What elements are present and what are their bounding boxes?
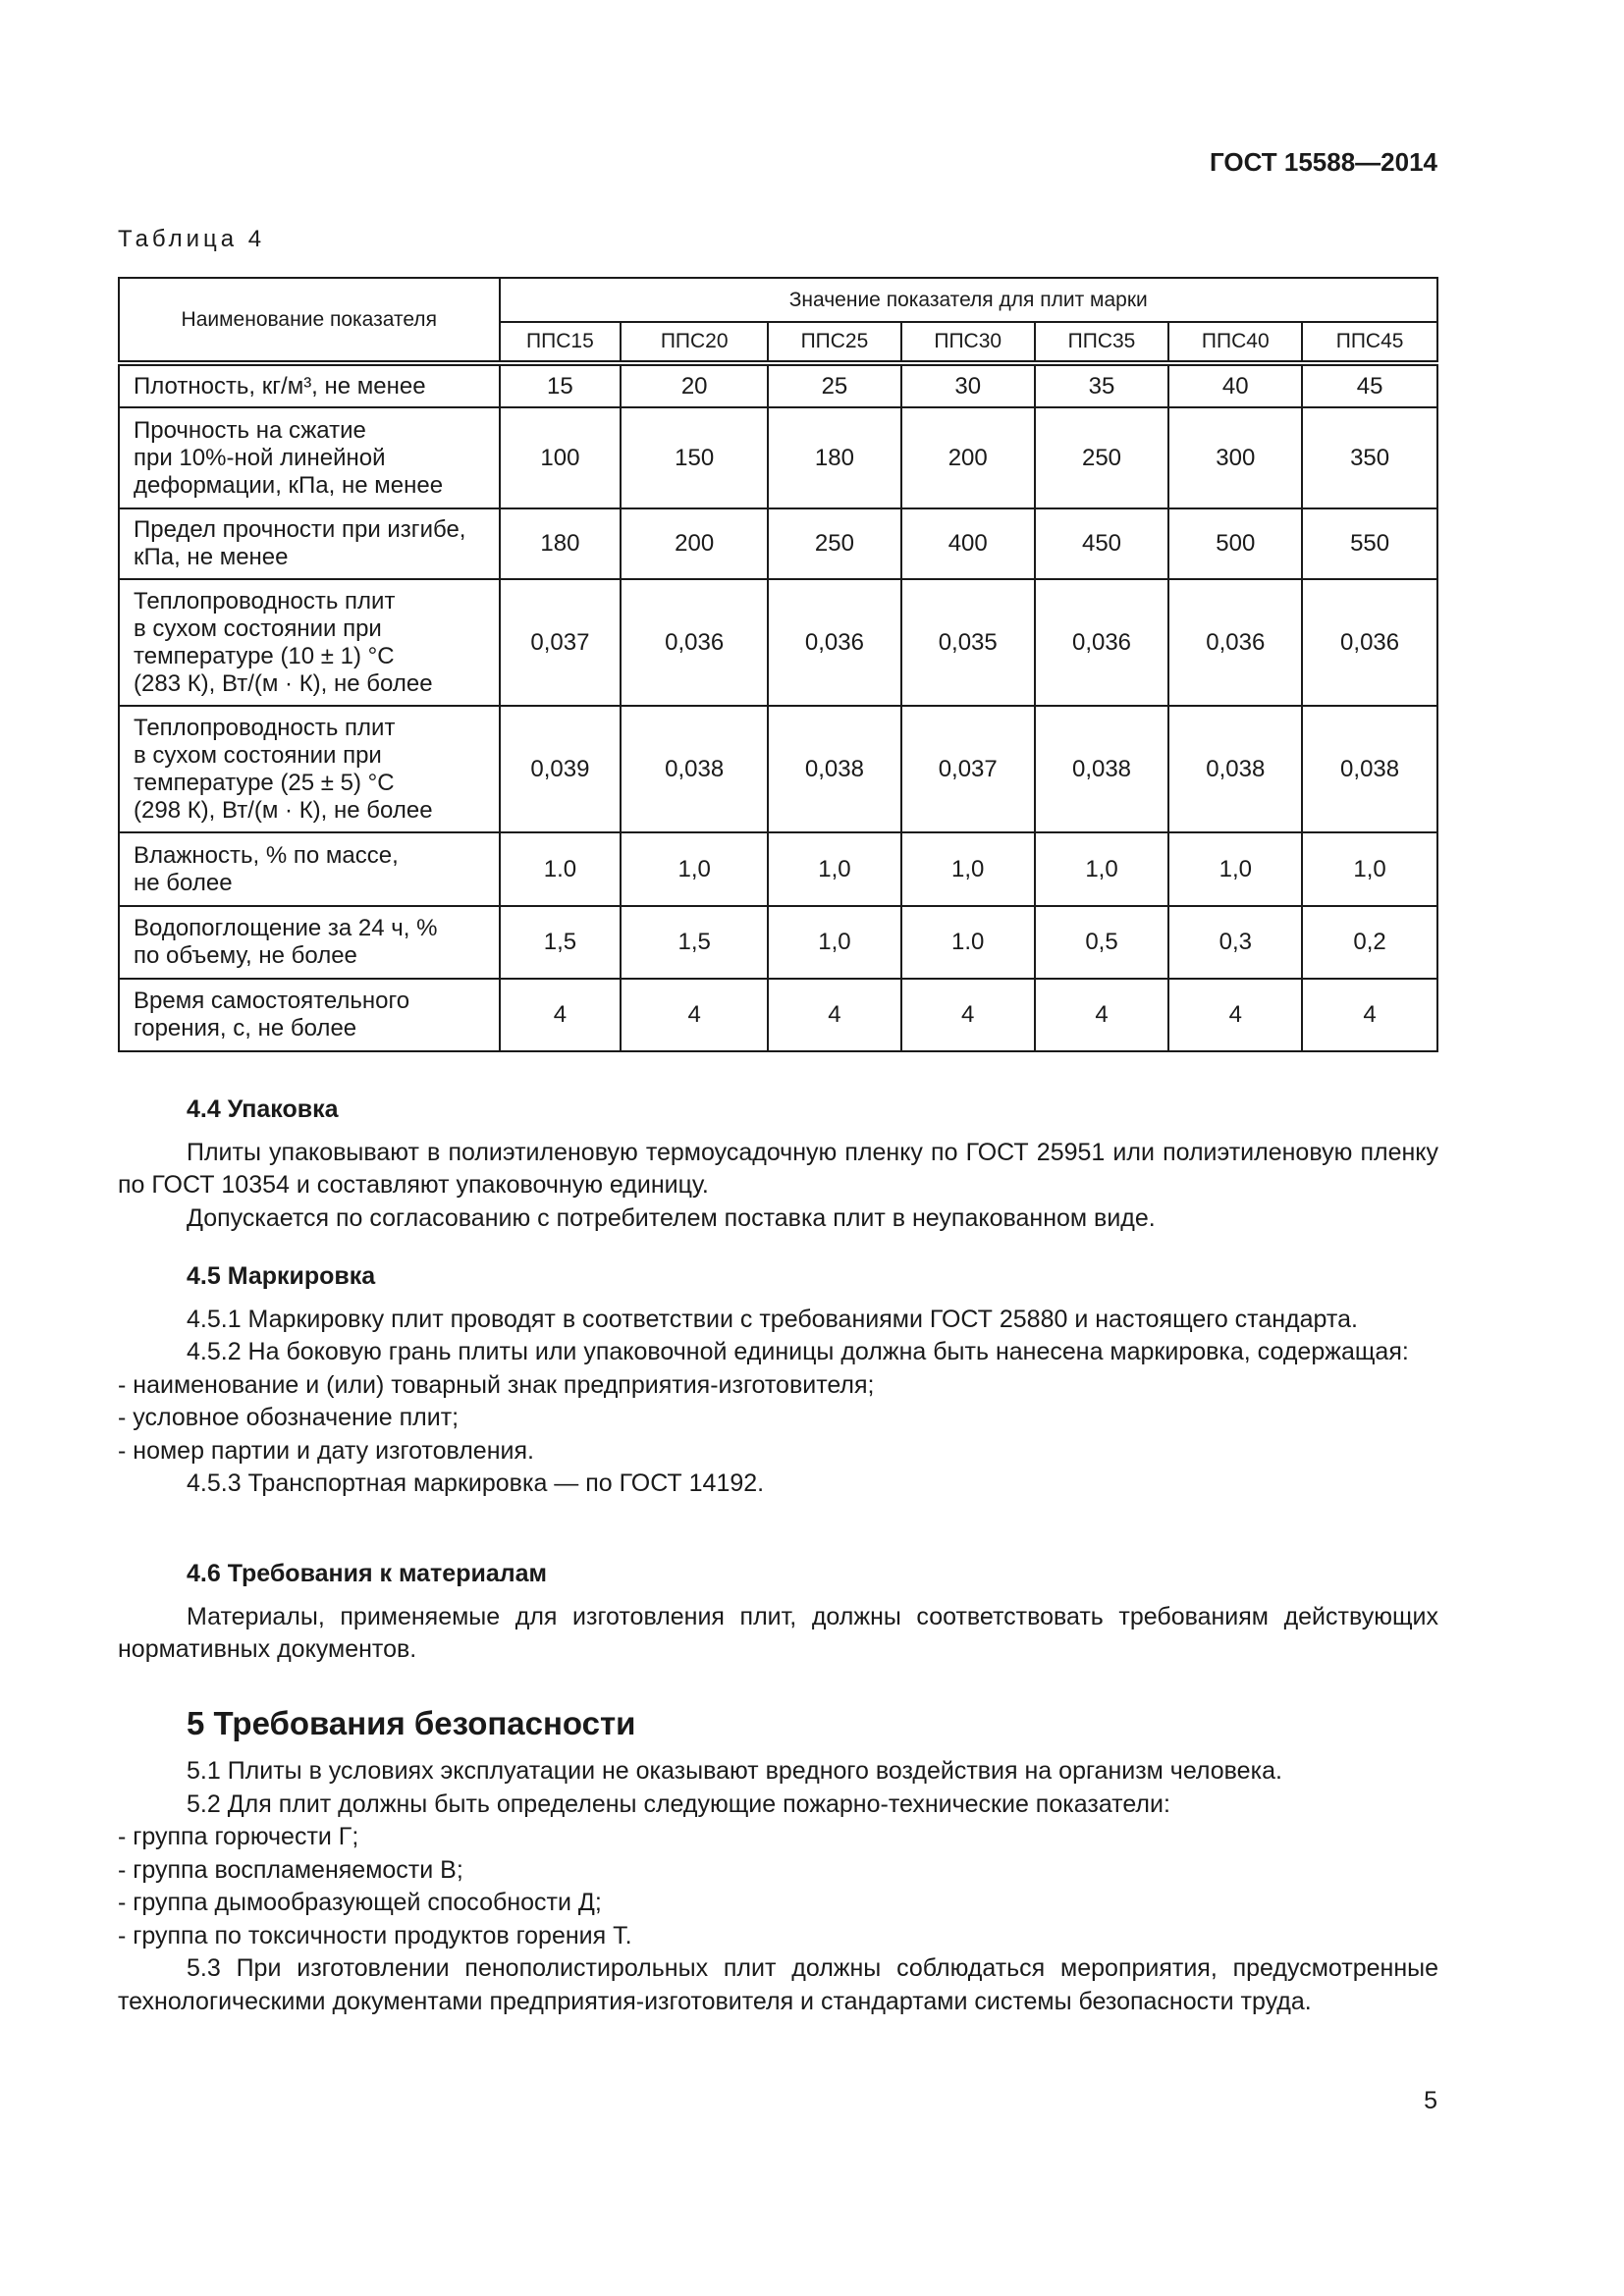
paragraph: Допускается по согласованию с потребителем поставка плит в неупакованном виде. bbox=[187, 1203, 1156, 1232]
row-name-line: температуре (10 ± 1) °С bbox=[134, 642, 395, 669]
value-cell: 15 bbox=[500, 363, 622, 407]
list-item: - группа воспламеняемости В; bbox=[118, 1855, 463, 1884]
value-cell: 550 bbox=[1302, 508, 1437, 579]
row-name bbox=[119, 407, 500, 508]
value-cell: 0,038 bbox=[621, 706, 768, 832]
row-name bbox=[119, 706, 500, 832]
value-cell: 0,038 bbox=[1302, 706, 1437, 832]
row-name-line: в сухом состоянии при bbox=[134, 614, 382, 642]
grade-header: ППС45 bbox=[1302, 322, 1437, 363]
section-4-5 bbox=[118, 1260, 1438, 1501]
row-name-line: не более bbox=[134, 869, 233, 896]
paragraph: 4.5.1 Маркировку плит проводят в соответствии с требованиями ГОСТ 25880 и настоящего стандарта. bbox=[187, 1305, 1358, 1333]
values-header: Значение показателя для плит марки bbox=[500, 278, 1438, 322]
col-name-header: Наименование показателя bbox=[119, 278, 500, 363]
table-row bbox=[119, 979, 1437, 1051]
paragraph: 5.3 При изготовлении пенополистирольных плит должны соблюдаться мероприятия, предусмотренные технологическими документами предприятия-изготовителя и стандартами системы безопасности труда. bbox=[118, 1954, 1438, 2015]
value-cell: 1,0 bbox=[768, 832, 901, 906]
value-cell: 0,036 bbox=[1035, 579, 1169, 706]
section-5 bbox=[118, 1704, 1438, 2018]
value-cell: 0,3 bbox=[1168, 906, 1302, 979]
value-cell: 0,038 bbox=[1035, 706, 1169, 832]
row-name-line: Теплопроводность плит bbox=[134, 714, 396, 741]
page-number: 5 bbox=[1424, 2087, 1437, 2114]
row-name-line: Влажность, % по массе, bbox=[134, 841, 399, 869]
value-cell: 1.0 bbox=[901, 906, 1035, 979]
paragraph: 4.5.3 Транспортная маркировка — по ГОСТ 14192. bbox=[187, 1469, 765, 1497]
table-caption: Таблица 4 bbox=[118, 226, 266, 252]
value-cell: 0,5 bbox=[1035, 906, 1169, 979]
value-cell: 1,0 bbox=[1168, 832, 1302, 906]
list-item: - условное обозначение плит; bbox=[118, 1404, 460, 1431]
value-cell: 300 bbox=[1168, 407, 1302, 508]
value-cell: 4 bbox=[621, 979, 768, 1051]
paragraph: Плиты упаковывают в полиэтиленовую термоусадочную пленку по ГОСТ 25951 или полиэтиленовую пленку по ГОСТ 10354 и составляют упаковочную единицу. bbox=[118, 1138, 1438, 1199]
value-cell: 20 bbox=[621, 363, 768, 407]
value-cell: 1,0 bbox=[1035, 832, 1169, 906]
row-name bbox=[119, 906, 500, 979]
value-cell: 0,2 bbox=[1302, 906, 1437, 979]
value-cell: 4 bbox=[1035, 979, 1169, 1051]
row-name-line: температуре (25 ± 5) °С bbox=[134, 769, 395, 796]
grade-header: ППС35 bbox=[1035, 322, 1169, 363]
value-cell: 1,5 bbox=[500, 906, 622, 979]
row-name-line: по объему, не более bbox=[134, 942, 357, 969]
row-name-line: Водопоглощение за 24 ч, % bbox=[134, 915, 438, 941]
value-cell: 30 bbox=[901, 363, 1035, 407]
row-name bbox=[119, 979, 500, 1051]
value-cell: 0,035 bbox=[901, 579, 1035, 706]
value-cell: 500 bbox=[1168, 508, 1302, 579]
row-name-line: (283 К), Вт/(м · К), не более bbox=[134, 669, 433, 697]
value-cell: 0,036 bbox=[621, 579, 768, 706]
value-cell: 4 bbox=[500, 979, 622, 1051]
table-row bbox=[119, 579, 1437, 706]
section-4-6 bbox=[118, 1558, 1438, 1667]
value-cell: 4 bbox=[768, 979, 901, 1051]
table-row bbox=[119, 832, 1437, 906]
row-name bbox=[119, 579, 500, 706]
value-cell: 450 bbox=[1035, 508, 1169, 579]
row-name bbox=[119, 508, 500, 579]
list-item: - группа горючести Г; bbox=[118, 1823, 359, 1850]
grade-header: ППС25 bbox=[768, 322, 901, 363]
section-title: 4.6 Требования к материалам bbox=[187, 1560, 548, 1587]
grade-header: ППС30 bbox=[901, 322, 1035, 363]
value-cell: 40 bbox=[1168, 363, 1302, 407]
value-cell: 0,038 bbox=[1168, 706, 1302, 832]
value-cell: 350 bbox=[1302, 407, 1437, 508]
value-cell: 0,036 bbox=[1302, 579, 1437, 706]
value-cell: 0,039 bbox=[500, 706, 622, 832]
row-name-line: горения, с, не более bbox=[134, 1015, 357, 1041]
paragraph: 4.5.2 На боковую грань плиты или упаковочной единицы должна быть нанесена маркировка, содержащая: bbox=[187, 1338, 1409, 1365]
section-4-4 bbox=[118, 1094, 1438, 1235]
value-cell: 100 bbox=[500, 407, 622, 508]
value-cell: 25 bbox=[768, 363, 901, 407]
value-cell: 0,037 bbox=[500, 579, 622, 706]
row-name-line: (298 К), Вт/(м · К), не более bbox=[134, 796, 433, 824]
row-name-line: кПа, не менее bbox=[134, 544, 289, 570]
value-cell: 0,038 bbox=[768, 706, 901, 832]
value-cell: 1.0 bbox=[500, 832, 622, 906]
value-cell: 1,0 bbox=[768, 906, 901, 979]
document-code: ГОСТ 15588—2014 bbox=[1210, 147, 1437, 177]
grade-header: ППС15 bbox=[500, 322, 622, 363]
row-name-line: Прочность на сжатие bbox=[134, 416, 366, 444]
paragraph: 5.2 Для плит должны быть определены следующие пожарно-технические показатели: bbox=[187, 1789, 1170, 1818]
value-cell: 180 bbox=[768, 407, 901, 508]
value-cell: 250 bbox=[768, 508, 901, 579]
value-cell: 1,0 bbox=[1302, 832, 1437, 906]
value-cell: 4 bbox=[1302, 979, 1437, 1051]
row-name-line: Предел прочности при изгибе, bbox=[134, 516, 466, 543]
table-row bbox=[119, 508, 1437, 579]
properties-table bbox=[118, 277, 1438, 1052]
table-row bbox=[119, 363, 1437, 407]
row-name-line: деформации, кПа, не менее bbox=[134, 471, 444, 499]
list-item: - номер партии и дату изготовления. bbox=[118, 1436, 534, 1465]
value-cell: 4 bbox=[901, 979, 1035, 1051]
row-name-line: Плотность, кг/м³, не менее bbox=[134, 372, 426, 400]
grade-header: ППС20 bbox=[621, 322, 768, 363]
row-name-line: Время самостоятельного bbox=[134, 988, 410, 1014]
table-row bbox=[119, 706, 1437, 832]
table-row bbox=[119, 407, 1437, 508]
row-name bbox=[119, 832, 500, 906]
row-name-line: при 10%-ной линейной bbox=[134, 444, 386, 471]
row-name-line: в сухом состоянии при bbox=[134, 741, 382, 769]
row-name-line: Теплопроводность плит bbox=[134, 587, 396, 614]
value-cell: 180 bbox=[500, 508, 622, 579]
section-title: 4.4 Упаковка bbox=[187, 1095, 339, 1123]
value-cell: 1,0 bbox=[901, 832, 1035, 906]
value-cell: 200 bbox=[901, 407, 1035, 508]
value-cell: 4 bbox=[1168, 979, 1302, 1051]
value-cell: 45 bbox=[1302, 363, 1437, 407]
value-cell: 0,036 bbox=[768, 579, 901, 706]
grade-header: ППС40 bbox=[1168, 322, 1302, 363]
list-item: - наименование и (или) товарный знак предприятия-изготовителя; bbox=[118, 1370, 875, 1399]
value-cell: 0,036 bbox=[1168, 579, 1302, 706]
section-title: 4.5 Маркировка bbox=[187, 1262, 376, 1290]
paragraph: 5.1 Плиты в условиях эксплуатации не оказывают вредного воздействия на организм человека. bbox=[187, 1757, 1282, 1785]
paragraph: Материалы, применяемые для изготовления плит, должны соответствовать требованиям действующих нормативных документов. bbox=[118, 1602, 1438, 1663]
value-cell: 200 bbox=[621, 508, 768, 579]
value-cell: 250 bbox=[1035, 407, 1169, 508]
value-cell: 1,0 bbox=[621, 832, 768, 906]
row-name bbox=[119, 363, 500, 407]
list-item: - группа дымообразующей способности Д; bbox=[118, 1889, 602, 1916]
value-cell: 0,037 bbox=[901, 706, 1035, 832]
list-item: - группа по токсичности продуктов горения Т. bbox=[118, 1921, 632, 1949]
value-cell: 400 bbox=[901, 508, 1035, 579]
value-cell: 150 bbox=[621, 407, 768, 508]
value-cell: 35 bbox=[1035, 363, 1169, 407]
value-cell: 1,5 bbox=[621, 906, 768, 979]
section-title: 5 Требования безопасности bbox=[187, 1705, 636, 1741]
table-row bbox=[119, 906, 1437, 979]
